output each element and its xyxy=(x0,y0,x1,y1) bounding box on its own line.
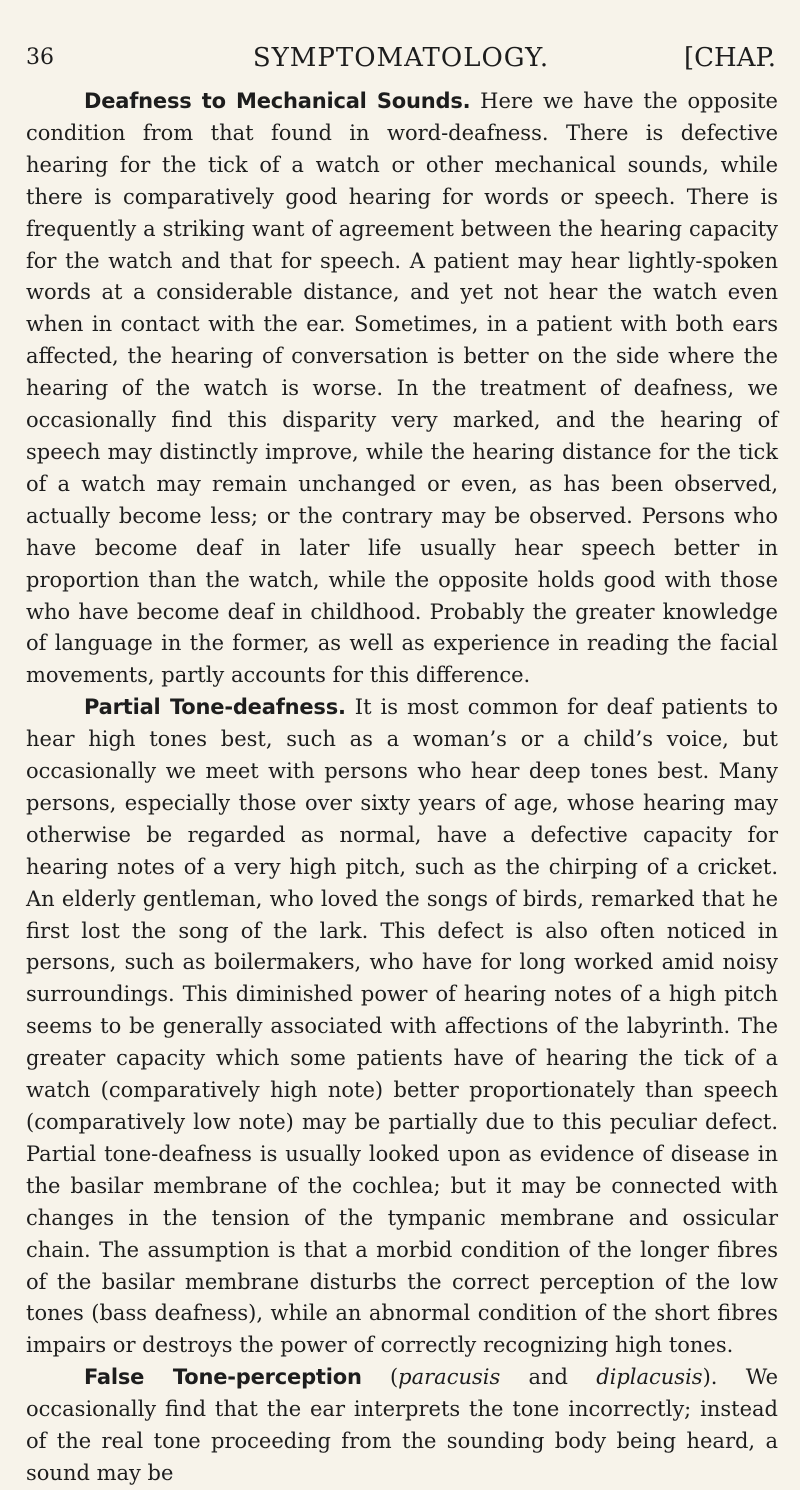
paragraph-heading: Partial Tone-deafness. xyxy=(84,695,346,720)
page-header xyxy=(26,38,776,78)
page-body xyxy=(26,86,778,1490)
paragraph-text: Here we have the opposite condition from that found in word-deafness. There is defective hearing for the tick of a watch or other mechanical sounds, while there is comparatively good hearing for words or speech. There is frequently a striking want of agreement between the hearing capacity for the watch and that for speech. A patient may hear lightly-spoken words at a considerable distance, and yet not hear the watch even when in contact with the ear. Sometimes, in a patient with both ears affected, the hearing of conversation is better on the side where the hearing of the watch is worse. In the treatment of deafness, we occasionally find this disparity very marked, and the hearing of speech may distinctly improve, while the hearing distance for the tick of a watch may remain unchanged or even, as has been observed, actually become less; or the contrary may be observed. Persons who have become deaf in later life usually hear speech better in proportion than the watch, while the opposite holds good with those who have become deaf in childhood. Probably the greater knowledge of language in the former, as well as experience in reading the facial movements, partly accounts for this difference. xyxy=(26,89,778,688)
paren-close: ). xyxy=(702,1365,718,1390)
paren-open: ( xyxy=(389,1365,399,1390)
paragraph-deafness-mechanical-sounds xyxy=(26,86,778,692)
running-title: SYMPTOMATOLOGY. xyxy=(252,43,550,73)
term-paracusis: paracusis xyxy=(398,1365,501,1390)
paragraph-text: It is most common for deaf patients to hear high tones best, such as a woman’s or a child’s voice, but occasionally we meet with persons who hear deep tones best. Many persons, especially those over sixty years of age, whose hearing may otherwise be regarded as normal, have a defective capacity for hearing notes of a very high pitch, such as the chirping of a cricket. An elderly gentleman, who loved the songs of birds, remarked that he first lost the song of the lark. This defect is also often noticed in persons, such as boilermakers, who have for long worked amid noisy surroundings. This diminished power of hearing notes of a high pitch seems to be generally associated with affections of the labyrinth. The greater capacity which some patients have of hearing the tick of a watch (comparatively high note) better proportionately than speech (comparatively low note) may be partially due to this peculiar defect. Partial tone-deafness is usually looked upon as evidence of disease in the basilar membrane of the cochlea; but it may be connected with changes in the tension of the tympanic membrane and ossicular chain. The assumption is that a morbid condition of the longer fibres of the basilar membrane disturbs the correct perception of the low tones (bass deafness), while an abnormal condition of the short fibres impairs or destroys the power of correctly recognizing high tones. xyxy=(26,695,778,1358)
page-number: 36 xyxy=(26,45,54,70)
paragraph-text: We occasionally find that the ear interprets the tone incorrectly; instead of the real tone proceeding from the sounding body being heard, a sound may be xyxy=(26,1365,779,1485)
paragraph-heading: Deafness to Mechanical Sounds. xyxy=(84,89,471,113)
paragraph-partial-tone-deafness xyxy=(26,692,778,1362)
chapter-marker: [CHAP. xyxy=(684,43,776,73)
paragraph-heading: False Tone-perception xyxy=(84,1365,362,1390)
paragraph-false-tone-perception xyxy=(26,1362,778,1490)
term-diplacusis: diplacusis xyxy=(596,1365,703,1390)
conjunction: and xyxy=(500,1365,597,1390)
